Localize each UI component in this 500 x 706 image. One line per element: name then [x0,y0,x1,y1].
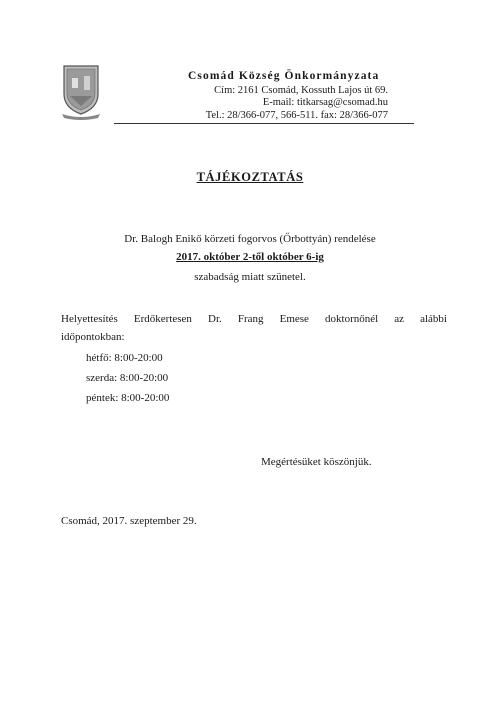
address-line: Cím: 2161 Csomád, Kossuth Lajos út 69. [214,85,388,96]
substitution-text-cont: időpontokban: [61,331,125,343]
notice-line-3: szabadság miatt szünetel. [194,271,306,283]
hours-monday: hétfő: 8:00-20:00 [86,352,163,364]
phone-line: Tel.: 28/366-077, 566-511. fax: 28/366-077 [205,110,388,121]
organization-name: Csomád Község Önkormányzata [188,70,380,82]
email-line: E-mail: titkarsag@csomad.hu [262,97,388,108]
date-line: Csomád, 2017. szeptember 29. [61,515,197,527]
header-divider [114,123,414,124]
notice-title: TÁJÉKOZTATÁS [196,170,304,184]
notice-line-1: Dr. Balogh Enikő körzeti fogorvos (Őrbottyán) rendelése [124,233,376,245]
hours-friday: péntek: 8:00-20:00 [86,392,170,404]
thanks-line: Megértésüket köszönjük. [261,456,372,468]
coat-of-arms-icon [60,62,102,120]
substitution-text: Helyettesítés Erdőkertesen Dr. Frang Emese doktornőnél az alábbi [61,313,447,325]
hours-wednesday: szerda: 8:00-20:00 [86,372,169,384]
notice-dates: 2017. október 2-től október 6-ig [176,251,324,263]
